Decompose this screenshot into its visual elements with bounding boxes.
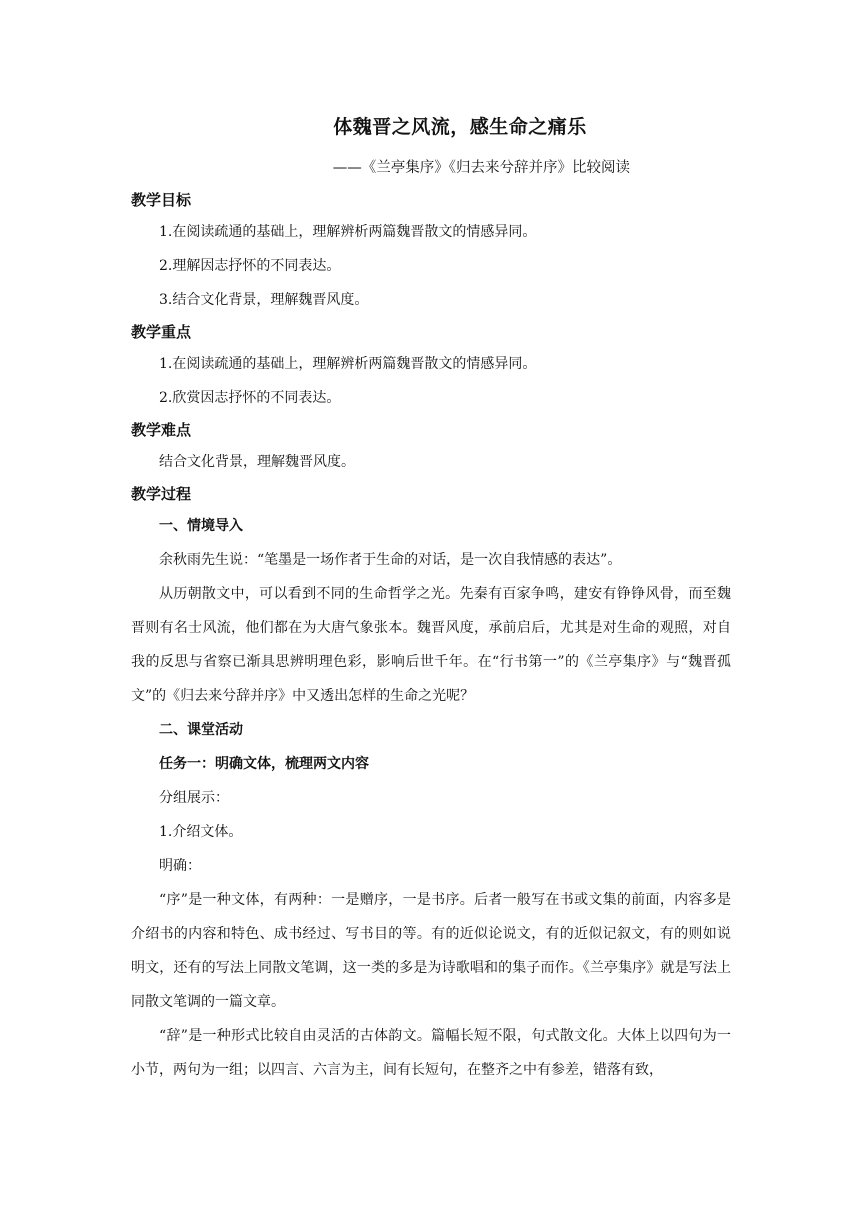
heading-difficulties: 教学难点 [131,421,192,439]
intro-genre-item: 1.介绍文体。 [159,824,243,840]
xu-paragraph: “序”是一种文体，有两种：一是赠序，一是书序。后者一般写在书或文集的前面，内容多是介绍书的内容和特色、成书经过、写书目的等。有的近似论说文，有的近似记叙文，有的则如说明文，还有的写法上同散文笔调，这一类的多是为诗歌唱和的集子而作。《兰亭集序》就是写法上同散文笔调的一篇文章。 [131,892,731,1010]
clarify-label: 明确： [159,858,201,874]
key-item: 1.在阅读疏通的基础上，理解辨析两篇魏晋散文的情感异同。 [159,356,537,372]
goal-item: 3.结合文化背景，理解魏晋风度。 [159,292,369,308]
intro-quote: 余秋雨先生说：“笔墨是一场作者于生命的对话，是一次自我情感的表达”。 [159,552,622,568]
subheading-activities: 二、课堂活动 [159,722,243,738]
heading-key-points: 教学重点 [131,323,192,341]
ci-paragraph: “辞”是一种形式比较自由灵活的古体韵文。篇幅长短不限，句式散文化。大体上以四句为一小节，两句为一组；以四言、六言为主，间有长短句，在整齐之中有参差，错落有致， [131,1028,731,1078]
heading-process: 教学过程 [131,485,192,503]
difficulty-item: 结合文化背景，理解魏晋风度。 [159,454,355,470]
page-subtitle: ——《兰亭集序》《归去来兮辞并序》比较阅读 [332,160,630,176]
document-body [131,185,731,1087]
subheading-task-one: 任务一：明确文体，梳理两文内容 [159,756,369,772]
subheading-intro: 一、情境导入 [159,518,243,534]
group-show-label: 分组展示： [159,790,229,806]
intro-paragraph: 从历朝散文中，可以看到不同的生命哲学之光。先秦有百家争鸣，建安有铮铮风骨，而至魏晋则有名士风流，他们都在为大唐气象张本。魏晋风度，承前启后，尤其是对生命的观照，对自我的反思与省察已渐具思辨明理色彩，影响后世千年。在“行书第一”的《兰亭集序》与“魏晋孤文”的《归去来兮辞并序》中又透出怎样的生命之光呢？ [131,586,731,704]
key-item: 2.欣赏因志抒怀的不同表达。 [159,390,341,406]
goal-item: 2.理解因志抒怀的不同表达。 [159,258,341,274]
heading-goals: 教学目标 [131,191,192,209]
goal-item: 1.在阅读疏通的基础上，理解辨析两篇魏晋散文的情感异同。 [159,224,537,240]
page-title: 体魏晋之风流，感生命之痛乐 [333,116,587,138]
